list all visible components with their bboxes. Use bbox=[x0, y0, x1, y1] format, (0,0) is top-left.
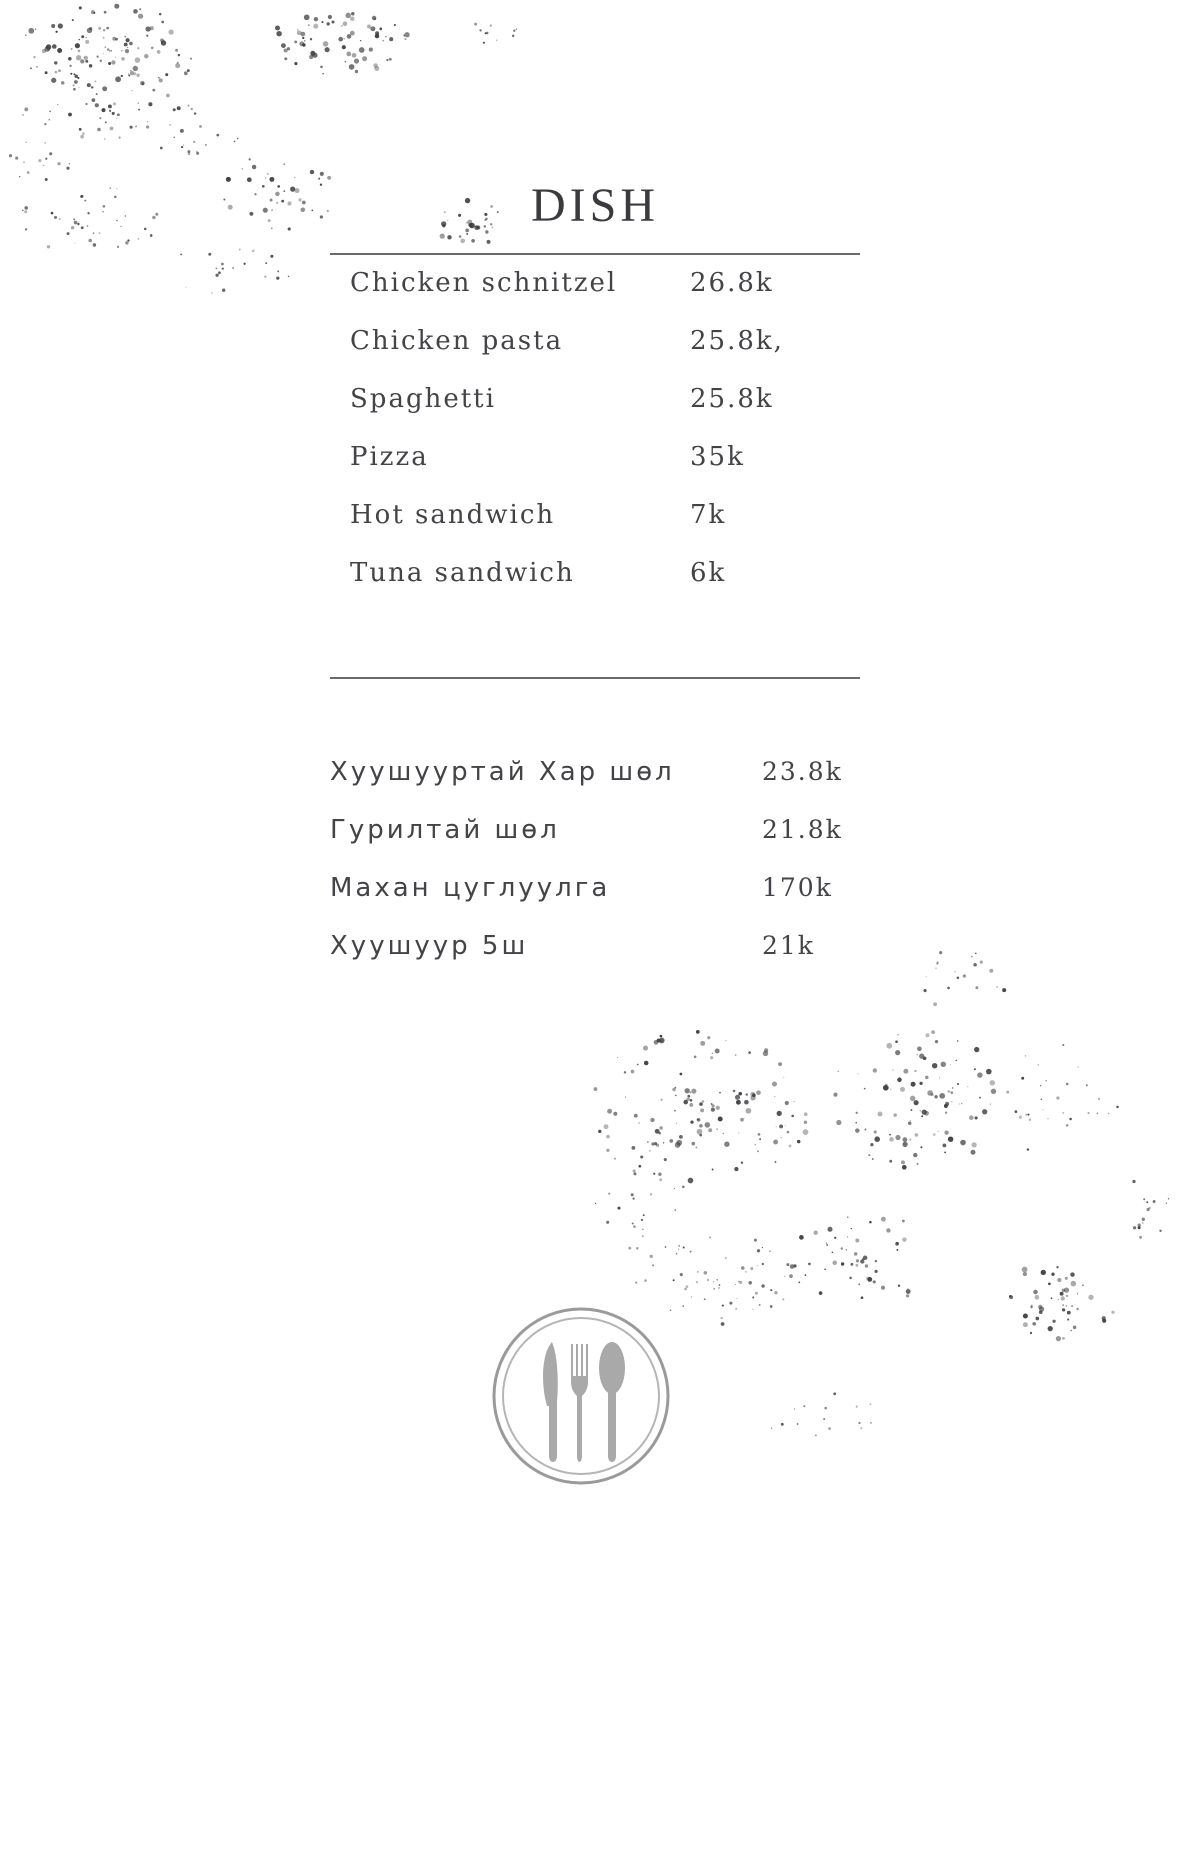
dish-name: Гурилтай шөл bbox=[330, 815, 560, 845]
middle-divider bbox=[330, 677, 860, 679]
dish-price: 26.8k bbox=[690, 268, 774, 298]
dish-price: 7k bbox=[690, 500, 727, 530]
dish-name: Pizza bbox=[350, 442, 429, 472]
dish-price: 25.8k bbox=[690, 384, 774, 414]
dish-name: Spaghetti bbox=[350, 384, 496, 414]
dish-price: 35k bbox=[690, 442, 745, 472]
top-divider bbox=[330, 253, 860, 255]
dish-name: Chicken schnitzel bbox=[350, 268, 618, 298]
dish-name: Tuna sandwich bbox=[350, 558, 575, 588]
dish-price: 21.8k bbox=[762, 815, 843, 844]
cutlery-plate-icon bbox=[491, 1306, 671, 1486]
dish-name: Махан цуглуулга bbox=[330, 873, 611, 903]
dish-price: 6k bbox=[690, 558, 727, 588]
dish-name: Хуушууртай Хар шөл bbox=[330, 757, 675, 787]
dish-price: 21k bbox=[762, 931, 815, 960]
dish-name: Chicken pasta bbox=[350, 326, 564, 356]
dish-name: Hot sandwich bbox=[350, 500, 556, 530]
dish-price: 23.8k bbox=[762, 757, 843, 786]
dish-price: 25.8k, bbox=[690, 326, 784, 356]
dish-price: 170k bbox=[762, 873, 833, 902]
menu-title: DISH bbox=[530, 179, 659, 232]
dish-name: Хуушуур 5ш bbox=[330, 931, 529, 961]
